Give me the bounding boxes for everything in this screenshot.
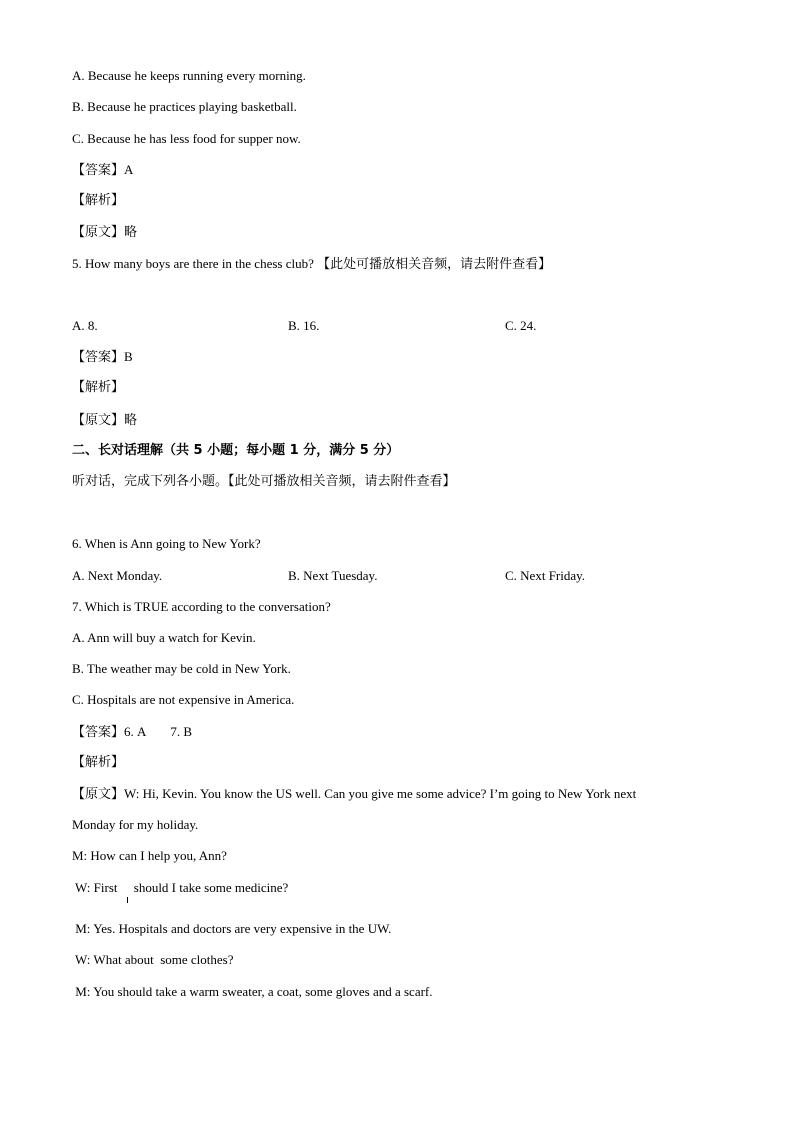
q4-option-c: C. Because he has less food for supper now. xyxy=(72,131,301,146)
q4-option-a: A. Because he keeps running every morning. xyxy=(72,68,306,83)
answer-label: 【答案】 xyxy=(72,725,125,740)
q4-answer xyxy=(72,162,133,179)
dialogue-line-7: M: You should take a warm sweater, a coat, some gloves and a scarf. xyxy=(72,984,433,999)
q5-option-b: B. 16. xyxy=(288,318,320,333)
q67-analysis-label: 【解析】 xyxy=(72,755,125,770)
section-heading: 二、长对话理解（共 5 小题；每小题 1 分，满分 5 分） xyxy=(72,443,400,458)
q6-option-a: A. Next Monday. xyxy=(72,568,163,583)
original-value: 略 xyxy=(124,225,138,240)
section-instruction: 听对话，完成下列各小题。【此处可播放相关音频，请去附件查看】 xyxy=(72,474,456,489)
q4-option-b: B. Because he practices playing basketball. xyxy=(72,99,297,114)
q5-original xyxy=(72,412,137,429)
q5-option-a: A. 8. xyxy=(72,318,98,333)
dialogue-line-2: Monday for my holiday. xyxy=(72,817,199,832)
q7-question: 7. Which is TRUE according to the conversation? xyxy=(72,599,331,614)
answer-6: 6. A xyxy=(124,724,147,739)
answer-7: 7. B xyxy=(170,724,193,739)
q5-audio-note: 【此处可播放相关音频，请去附件查看】 xyxy=(317,257,552,272)
q5-answer xyxy=(72,349,133,366)
q5-option-c: C. 24. xyxy=(505,318,537,333)
q6-option-c: C. Next Friday. xyxy=(505,568,586,583)
q5-analysis-label: 【解析】 xyxy=(72,380,125,395)
q4-analysis-label: 【解析】 xyxy=(72,193,125,208)
q7-option-b: B. The weather may be cold in New York. xyxy=(72,661,291,676)
answer-label: 【答案】 xyxy=(72,163,125,178)
q7-option-a: A. Ann will buy a watch for Kevin. xyxy=(72,630,256,645)
answer-value: B xyxy=(124,349,133,364)
q67-answer xyxy=(72,724,192,741)
q4-original xyxy=(72,224,137,241)
q5-question-text: 5. How many boys are there in the chess club? xyxy=(72,256,314,271)
dialogue-line-3: M: How can I help you, Ann? xyxy=(72,848,227,863)
q5-question xyxy=(72,256,551,273)
dialogue-line-1 xyxy=(72,786,636,803)
stray-mark xyxy=(127,897,128,903)
q7-option-c: C. Hospitals are not expensive in America. xyxy=(72,692,295,707)
answer-label: 【答案】 xyxy=(72,350,125,365)
dialogue-text: W: Hi, Kevin. You know the US well. Can you give me some advice? I’m going to New York next xyxy=(124,786,637,801)
dialogue-line-6: W: What about some clothes? xyxy=(72,952,234,967)
dialogue-line-4: W: First should I take some medicine? xyxy=(72,880,289,895)
dialogue-line-5: M: Yes. Hospitals and doctors are very expensive in the UW. xyxy=(72,921,392,936)
original-value: 略 xyxy=(124,413,138,428)
q6-option-b: B. Next Tuesday. xyxy=(288,568,378,583)
answer-value: A xyxy=(124,162,134,177)
original-label: 【原文】 xyxy=(72,225,125,240)
original-label: 【原文】 xyxy=(72,413,125,428)
original-label: 【原文】 xyxy=(72,787,125,802)
q6-question: 6. When is Ann going to New York? xyxy=(72,536,261,551)
